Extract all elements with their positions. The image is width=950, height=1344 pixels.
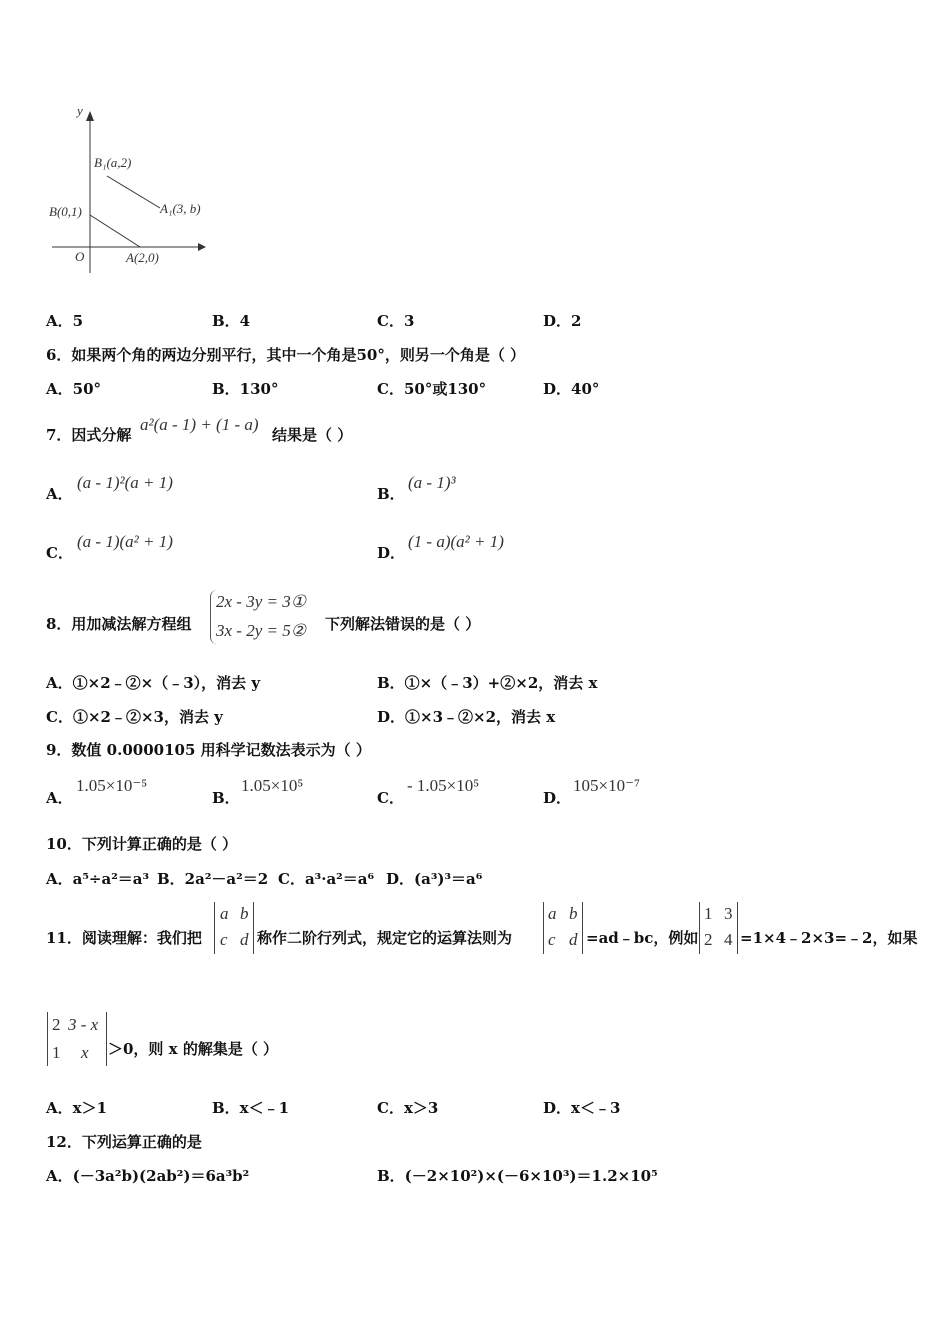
q7-option-d: (1 - a)(a² + 1) (408, 532, 504, 551)
q7-suffix: 结果是（ ） (272, 426, 353, 444)
q7-option-c: (a - 1)(a² + 1) (77, 532, 173, 551)
q11-option-d: D．x＜﹣3 (543, 1099, 621, 1117)
det4-2: 2 (52, 1015, 61, 1034)
q10-question: 10．下列计算正确的是（ ） (46, 835, 238, 853)
q8-prefix: 8．用加减法解方程组 (46, 615, 192, 633)
q7-option-c-letter: C． (46, 544, 73, 562)
q9-option-c-letter: C． (377, 789, 404, 807)
q11-option-b: B．x＜﹣1 (212, 1099, 290, 1117)
q11-mid1: 称作二阶行列式，规定它的运算法则为 (257, 929, 513, 947)
q11-prefix: 11．阅读理解：我们把 (46, 929, 202, 947)
q9-option-b-letter: B． (212, 789, 240, 807)
q11-condition-suffix: ＞0，则 x 的解集是（ ） (108, 1040, 279, 1058)
q8-option-a: A．①×2﹣②×（﹣3），消去 y (46, 674, 261, 692)
q7-option-b-letter: B． (377, 485, 405, 503)
det2-a: a (548, 904, 557, 923)
q10-option-b: B．2a²－a²＝2 (157, 870, 269, 888)
q9-option-c: - 1.05×10⁵ (407, 776, 480, 795)
q6-option-a: A．50° (46, 380, 102, 398)
det3-2: 2 (704, 930, 713, 949)
q7-option-a-letter: A． (46, 485, 73, 503)
y-axis-arrow (86, 111, 94, 121)
q11-mid3: =1×4﹣2×3=﹣2，如果 (740, 929, 918, 947)
det3-4: 4 (724, 930, 733, 949)
q11-option-c: C．x＞3 (377, 1099, 439, 1117)
det2-c: c (548, 930, 556, 949)
q7-prefix: 7．因式分解 (46, 426, 132, 444)
q9-option-d-letter: D． (543, 789, 572, 807)
det-c: c (220, 930, 228, 949)
det-a: a (220, 904, 229, 923)
q5-option-d: D．2 (543, 312, 582, 330)
q7-option-d-letter: D． (377, 544, 406, 562)
q9-option-b: 1.05×10⁵ (241, 776, 304, 795)
q8-option-d: D．①×3﹣②×2，消去 x (377, 708, 556, 726)
y-axis-label: y (77, 103, 83, 118)
q7-option-a: (a - 1)²(a + 1) (77, 473, 173, 492)
det2-d: d (569, 930, 578, 949)
q12-option-a: A．(－3a²b)(2ab²)＝6a³b² (46, 1167, 250, 1185)
q5-option-b: B．4 (212, 312, 251, 330)
segment-ab (90, 215, 140, 247)
x-axis-arrow (198, 243, 206, 251)
q9-option-a: 1.05×10⁻⁵ (76, 776, 148, 795)
q6-option-d: D．40° (543, 380, 600, 398)
det3-1: 1 (704, 904, 713, 923)
segment-a1b1 (107, 176, 160, 208)
det4-3-minus-x: 3 - x (68, 1015, 99, 1034)
q9-question: 9．数值 0.0000105 用科学记数法表示为（ ） (46, 741, 371, 759)
q6-option-c: C．50°或130° (377, 380, 487, 398)
q7-option-b: (a - 1)³ (408, 473, 456, 492)
det3-3: 3 (724, 904, 733, 923)
det4-1: 1 (52, 1043, 61, 1062)
q8-equation-1: 2x - 3y = 3① (216, 592, 306, 611)
q10-option-d: D．(a³)³＝a⁶ (386, 870, 483, 888)
q11-det-condition (47, 1012, 107, 1066)
q11-det-example (699, 902, 738, 954)
q11-option-a: A．x＞1 (46, 1099, 108, 1117)
origin-label: O (75, 249, 85, 264)
q8-option-c: C．①×2﹣②×3，消去 y (46, 708, 223, 726)
q8-suffix: 下列解法错误的是（ ） (325, 615, 481, 633)
q5-option-c: C．3 (377, 312, 415, 330)
q11-mid2: =ad﹣bc，例如 (586, 929, 699, 947)
q8-option-b: B．①×（﹣3）+②×2，消去 x (377, 674, 598, 692)
q11-det-abcd (214, 902, 254, 954)
point-b-label: B(0,1) (49, 204, 82, 219)
point-b1-label: B₁(a,2) (94, 155, 132, 170)
q9-option-a-letter: A． (46, 789, 73, 807)
q8-equation-2: 3x - 2y = 5② (216, 621, 306, 640)
coordinate-figure (40, 95, 240, 280)
q12-question: 12．下列运算正确的是 (46, 1133, 202, 1151)
q6-option-b: B．130° (212, 380, 279, 398)
point-a-label: A(2,0) (126, 250, 159, 265)
q5-option-a: A．5 (46, 312, 84, 330)
det-d: d (240, 930, 249, 949)
q6-question: 6．如果两个角的两边分别平行，其中一个角是50°，则另一个角是（ ） (46, 346, 526, 364)
q10-option-a: A．a⁵÷a²＝a³ (46, 870, 150, 888)
q7-expression: a²(a - 1) + (1 - a) (140, 415, 259, 434)
q9-option-d: 105×10⁻⁷ (573, 776, 640, 795)
q11-det-abcd-2 (543, 902, 583, 954)
q10-option-c: C．a³·a²＝a⁶ (278, 870, 375, 888)
det4-x: x (81, 1043, 89, 1062)
point-a1-label: A₁(3, b) (160, 201, 201, 216)
det2-b: b (569, 904, 578, 923)
det-b: b (240, 904, 249, 923)
q12-option-b: B．(－2×10²)×(－6×10³)＝1.2×10⁵ (377, 1167, 658, 1185)
